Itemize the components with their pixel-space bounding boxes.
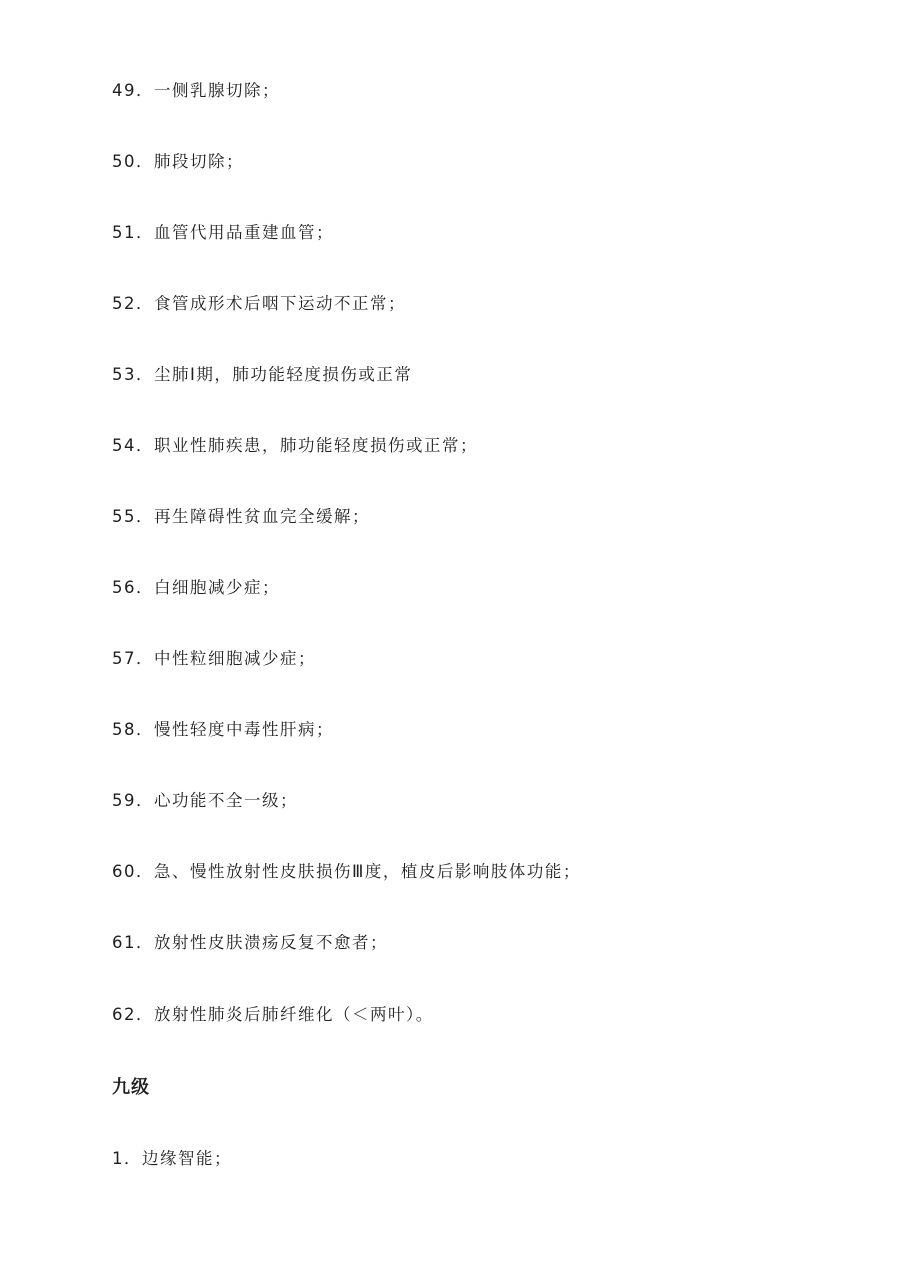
- list-item: 62．放射性肺炎后肺纤维化（＜两叶）。: [112, 1005, 434, 1024]
- list-item: 53．尘肺Ⅰ期，肺功能轻度损伤或正常: [112, 365, 413, 384]
- list-item: 60．急、慢性放射性皮肤损伤Ⅲ度，植皮后影响肢体功能；: [112, 862, 581, 881]
- list-item: 54．职业性肺疾患，肺功能轻度损伤或正常；: [112, 436, 478, 455]
- list-item: 51．血管代用品重建血管；: [112, 223, 334, 242]
- list-item: 52．食管成形术后咽下运动不正常；: [112, 294, 406, 313]
- list-item: 58．慢性轻度中毒性肝病；: [112, 720, 334, 739]
- list-item: 49．一侧乳腺切除；: [112, 81, 280, 100]
- list-item: 50．肺段切除；: [112, 152, 244, 171]
- list-item: 57．中性粒细胞减少症；: [112, 649, 316, 668]
- list-item: 1．边缘智能；: [112, 1149, 232, 1168]
- list-item: 59．心功能不全一级；: [112, 791, 298, 810]
- list-item: 56．白细胞减少症；: [112, 578, 280, 597]
- list-item: 61．放射性皮肤溃疡反复不愈者；: [112, 933, 388, 952]
- list-item: 55．再生障碍性贫血完全缓解；: [112, 507, 370, 526]
- section-heading: 九级: [112, 1077, 150, 1098]
